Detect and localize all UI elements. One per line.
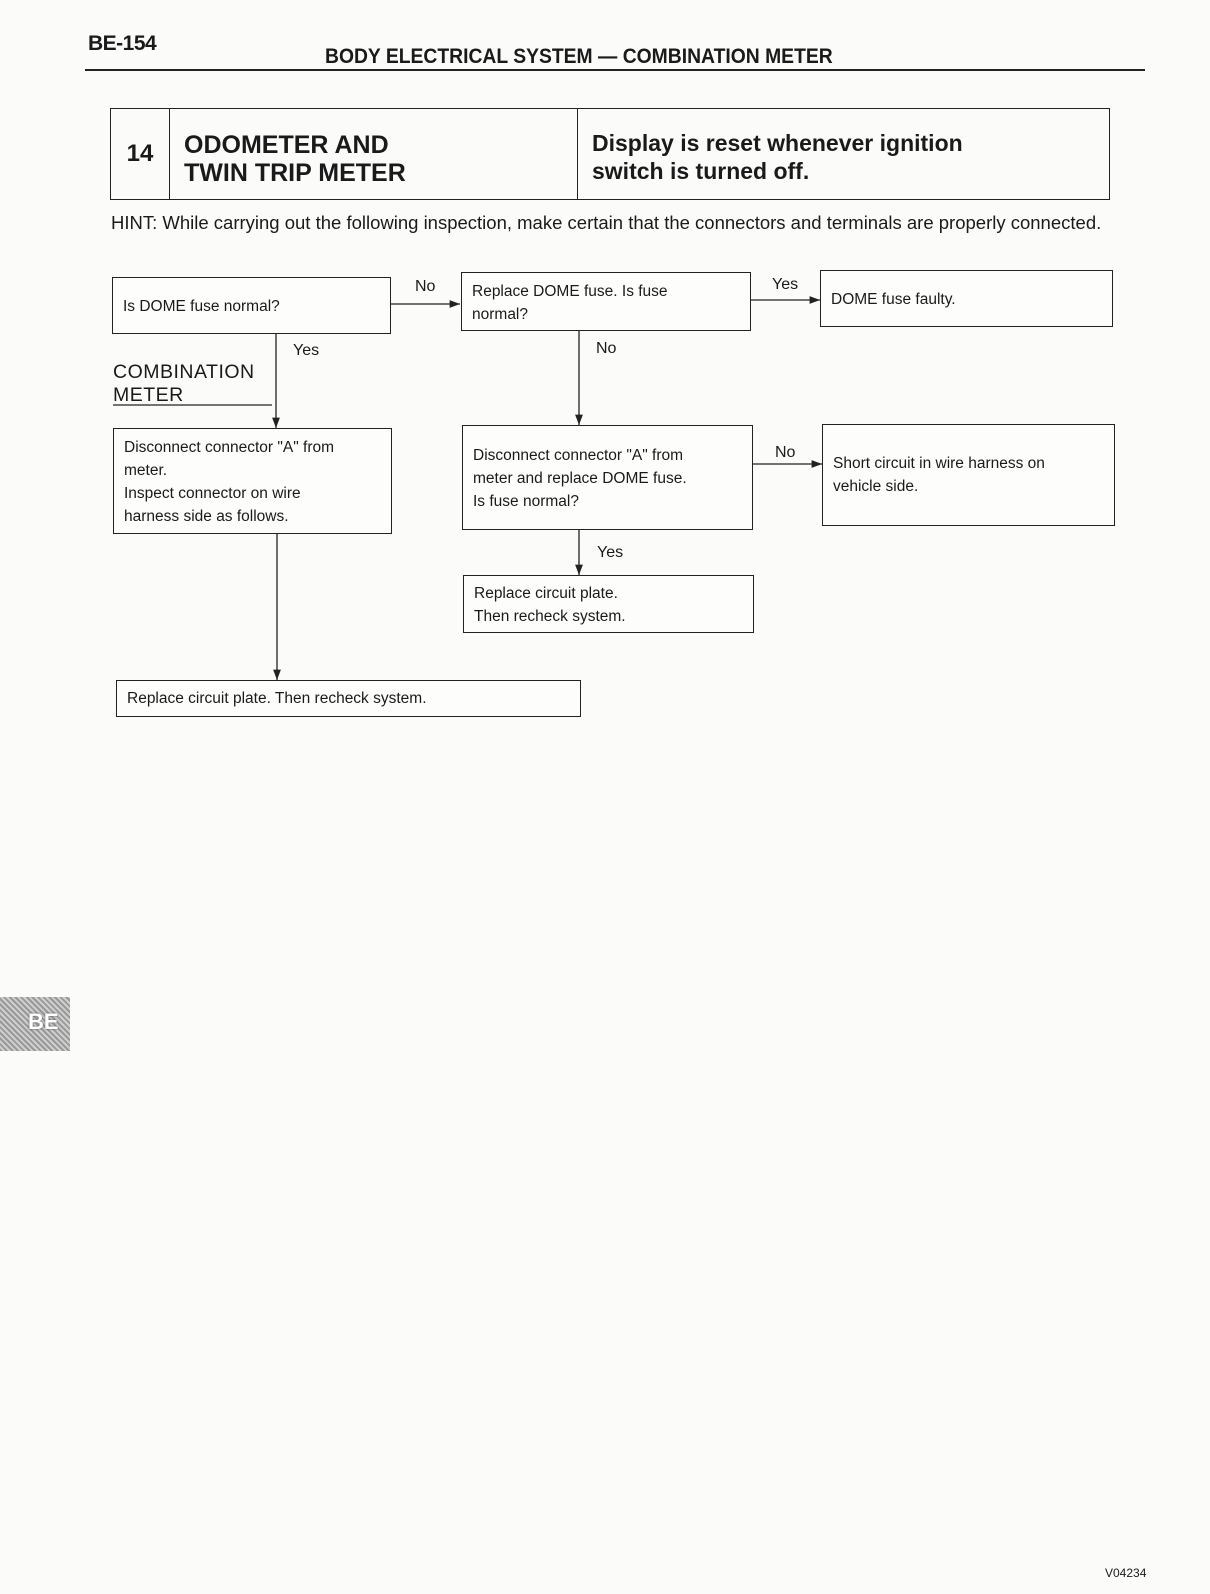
box-text: vehicle side. [833, 478, 919, 495]
label-yes: Yes [597, 544, 624, 561]
section-tab [0, 997, 70, 1051]
box-text: meter. [124, 462, 168, 479]
page-number: BE-154 [88, 32, 157, 55]
box-text: Replace circuit plate. Then recheck system. [127, 690, 427, 707]
label-yes: Yes [772, 276, 799, 293]
flow-box-disconnect-replace [462, 425, 753, 530]
symptom-line: Display is reset whenever ignition [592, 130, 963, 156]
problem-name-line: ODOMETER AND [184, 131, 389, 159]
box-text: Replace circuit plate. [474, 585, 618, 602]
box-text: Inspect connector on wire [124, 485, 301, 502]
box-text: Disconnect connector "A" from [124, 439, 335, 456]
problem-number: 14 [111, 109, 170, 199]
box-text: Is DOME fuse normal? [123, 298, 280, 315]
section-label [113, 361, 255, 407]
symptom-line: switch is turned off. [592, 158, 810, 184]
figure-code: V04234 [1105, 1566, 1147, 1580]
label-no: No [775, 444, 796, 461]
box-text: meter and replace DOME fuse. [473, 470, 687, 487]
box-text: Disconnect connector "A" from [473, 447, 684, 464]
hint-text: HINT: While carrying out the following inspection, make certain that the connectors and terminals are properly connected. [111, 212, 1102, 233]
box-text: Then recheck system. [474, 608, 626, 625]
flow-box-short-circuit [822, 424, 1115, 526]
section-tab-label: BE [28, 1009, 59, 1034]
flow-box-replace-circuit-plate [463, 575, 754, 633]
label-no: No [415, 278, 436, 295]
flow-box-dome-fuse-check [112, 277, 391, 334]
box-text: Is fuse normal? [473, 493, 579, 510]
label-yes: Yes [293, 342, 320, 359]
flow-box-replace-circuit-plate-final [116, 680, 581, 717]
box-text: Short circuit in wire harness on [833, 455, 1045, 472]
flow-box-disconnect-inspect [113, 428, 392, 534]
box-text: harness side as follows. [124, 508, 289, 525]
flow-box-replace-dome-fuse [461, 272, 751, 331]
section-label-line: METER [113, 384, 184, 406]
section-label-line: COMBINATION [113, 361, 255, 383]
box-text: Replace DOME fuse. Is fuse [472, 283, 668, 300]
label-no: No [596, 340, 617, 357]
box-text: normal? [472, 306, 528, 323]
flow-box-dome-fuse-faulty [820, 270, 1113, 327]
page-header-title: BODY ELECTRICAL SYSTEM — COMBINATION METER [325, 45, 833, 68]
problem-name-line: TWIN TRIP METER [184, 159, 406, 187]
box-text: DOME fuse faulty. [831, 291, 956, 308]
